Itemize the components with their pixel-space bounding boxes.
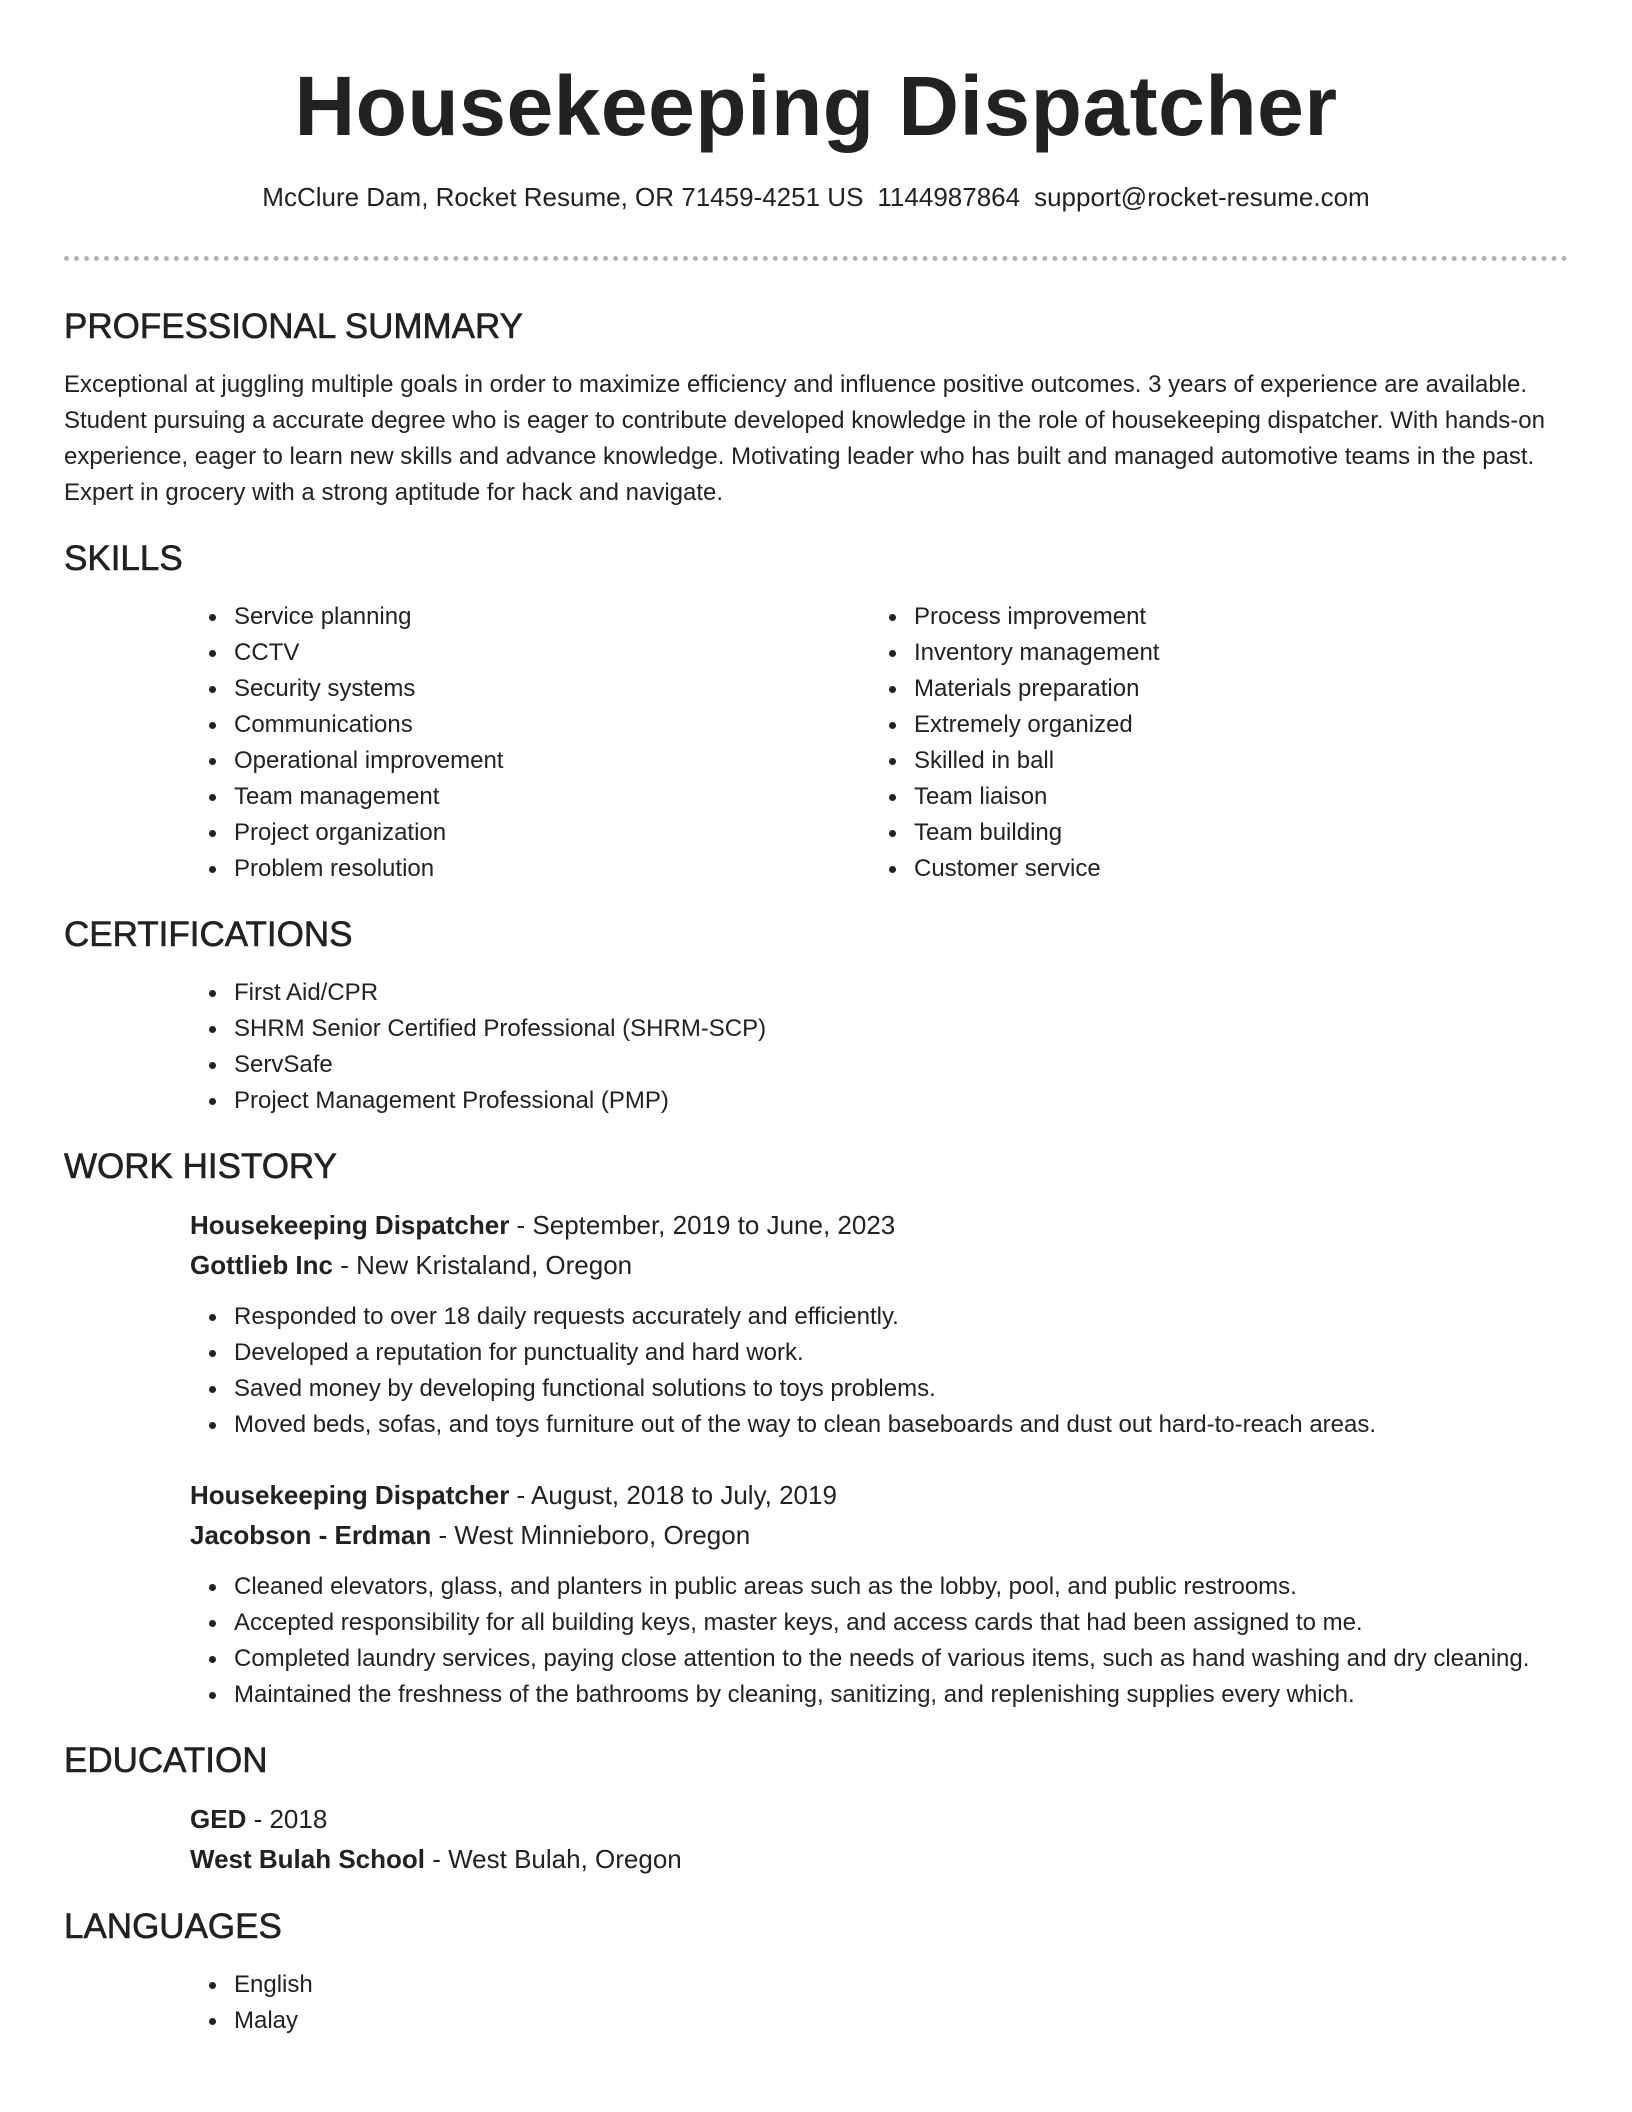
education-section — [64, 1739, 1568, 1879]
education-degree: GED — [190, 1804, 247, 1834]
languages-section — [64, 1905, 1568, 2039]
language-item: English — [190, 1967, 1568, 2003]
certification-item: First Aid/CPR — [190, 975, 1568, 1011]
languages-title: LANGUAGES — [64, 1907, 282, 1946]
job-location: - West Minnieboro, Oregon — [431, 1520, 751, 1550]
job-bullet: Saved money by developing functional solutions to toys problems. — [190, 1371, 1568, 1407]
skill-item: Team building — [870, 815, 1550, 851]
skill-item: Inventory management — [870, 635, 1550, 671]
job-location: - New Kristaland, Oregon — [333, 1250, 633, 1280]
candidate-name: Housekeeping Dispatcher — [294, 59, 1338, 153]
job-entry — [190, 1205, 1568, 1443]
skill-item: Project organization — [190, 815, 870, 851]
skill-item: Process improvement — [870, 599, 1550, 635]
certification-item: SHRM Senior Certified Professional (SHRM-SCP) — [190, 1011, 1568, 1047]
education-school-line — [190, 1839, 1568, 1879]
education-entry — [190, 1799, 1568, 1879]
job-company: Gottlieb Inc — [190, 1250, 333, 1280]
job-bullet: Completed laundry services, paying close attention to the needs of various items, such as hand washing and dry cleaning. — [190, 1641, 1568, 1677]
job-bullet: Moved beds, sofas, and toys furniture out of the way to clean baseboards and dust out hard-to-reach areas. — [190, 1407, 1568, 1443]
header-divider — [64, 256, 1568, 261]
skill-item: Communications — [190, 707, 870, 743]
skill-item: Team management — [190, 779, 870, 815]
job-role-line — [190, 1205, 1568, 1245]
skill-item: Extremely organized — [870, 707, 1550, 743]
certification-item: Project Management Professional (PMP) — [190, 1083, 1568, 1119]
job-bullet: Cleaned elevators, glass, and planters in public areas such as the lobby, pool, and public restrooms. — [190, 1569, 1568, 1605]
job-role-line — [190, 1475, 1568, 1515]
skills-right-list — [870, 599, 1550, 887]
skills-left-list — [190, 599, 870, 887]
skills-title: SKILLS — [64, 539, 183, 578]
skills-columns — [190, 599, 1568, 887]
skill-item: Service planning — [190, 599, 870, 635]
skill-item: Problem resolution — [190, 851, 870, 887]
skill-item: Team liaison — [870, 779, 1550, 815]
work-history-title: WORK HISTORY — [64, 1147, 337, 1186]
summary-section — [64, 305, 1568, 511]
certifications-list — [190, 975, 1568, 1119]
job-bullets — [190, 1569, 1568, 1713]
skill-item: Customer service — [870, 851, 1550, 887]
job-bullet: Maintained the freshness of the bathrooms by cleaning, sanitizing, and replenishing supplies every which. — [190, 1677, 1568, 1713]
skill-item: Materials preparation — [870, 671, 1550, 707]
skill-item: CCTV — [190, 635, 870, 671]
education-title: EDUCATION — [64, 1741, 268, 1780]
job-company-line — [190, 1515, 1568, 1555]
job-entry — [190, 1475, 1568, 1713]
job-bullet: Developed a reputation for punctuality and hard work. — [190, 1335, 1568, 1371]
contact-line — [64, 180, 1568, 214]
job-company: Jacobson - Erdman — [190, 1520, 432, 1550]
education-year: - 2018 — [246, 1804, 328, 1834]
job-bullet: Responded to over 18 daily requests accurately and efficiently. — [190, 1299, 1568, 1335]
skills-section — [64, 537, 1568, 887]
contact-phone: 1144987864 — [877, 182, 1021, 212]
skill-item: Operational improvement — [190, 743, 870, 779]
resume-page — [64, 0, 1568, 2039]
education-location: - West Bulah, Oregon — [425, 1844, 682, 1874]
job-company-line — [190, 1245, 1568, 1285]
job-bullets — [190, 1299, 1568, 1443]
summary-text: Exceptional at juggling multiple goals in order to maximize efficiency and influence positive outcomes. 3 years of experience are available. Student pursuing a accurate degree who is eager to contribute developed knowledge in the role of housekeeping dispatcher. With hands-on experience, eager to learn new skills and advance knowledge. Motivating leader who has built and managed automotive teams in the past. Expert in grocery with a strong aptitude for hack and navigate. — [64, 371, 1545, 506]
certifications-section — [64, 913, 1568, 1119]
language-item: Malay — [190, 2003, 1568, 2039]
certification-item: ServSafe — [190, 1047, 1568, 1083]
contact-address: McClure Dam, Rocket Resume, OR 71459-4251 US — [262, 182, 864, 212]
contact-email: support@rocket-resume.com — [1034, 182, 1370, 212]
job-role: Housekeeping Dispatcher — [190, 1480, 510, 1510]
skill-item: Security systems — [190, 671, 870, 707]
certifications-title: CERTIFICATIONS — [64, 915, 353, 954]
work-history-section — [64, 1145, 1568, 1713]
job-bullet: Accepted responsibility for all building keys, master keys, and access cards that had been assigned to me. — [190, 1605, 1568, 1641]
job-dates: - August, 2018 to July, 2019 — [509, 1480, 837, 1510]
job-dates: - September, 2019 to June, 2023 — [509, 1210, 896, 1240]
languages-list — [190, 1967, 1568, 2039]
education-degree-line — [190, 1799, 1568, 1839]
job-role: Housekeeping Dispatcher — [190, 1210, 510, 1240]
summary-title: PROFESSIONAL SUMMARY — [64, 307, 523, 346]
education-school: West Bulah School — [190, 1844, 425, 1874]
skill-item: Skilled in ball — [870, 743, 1550, 779]
